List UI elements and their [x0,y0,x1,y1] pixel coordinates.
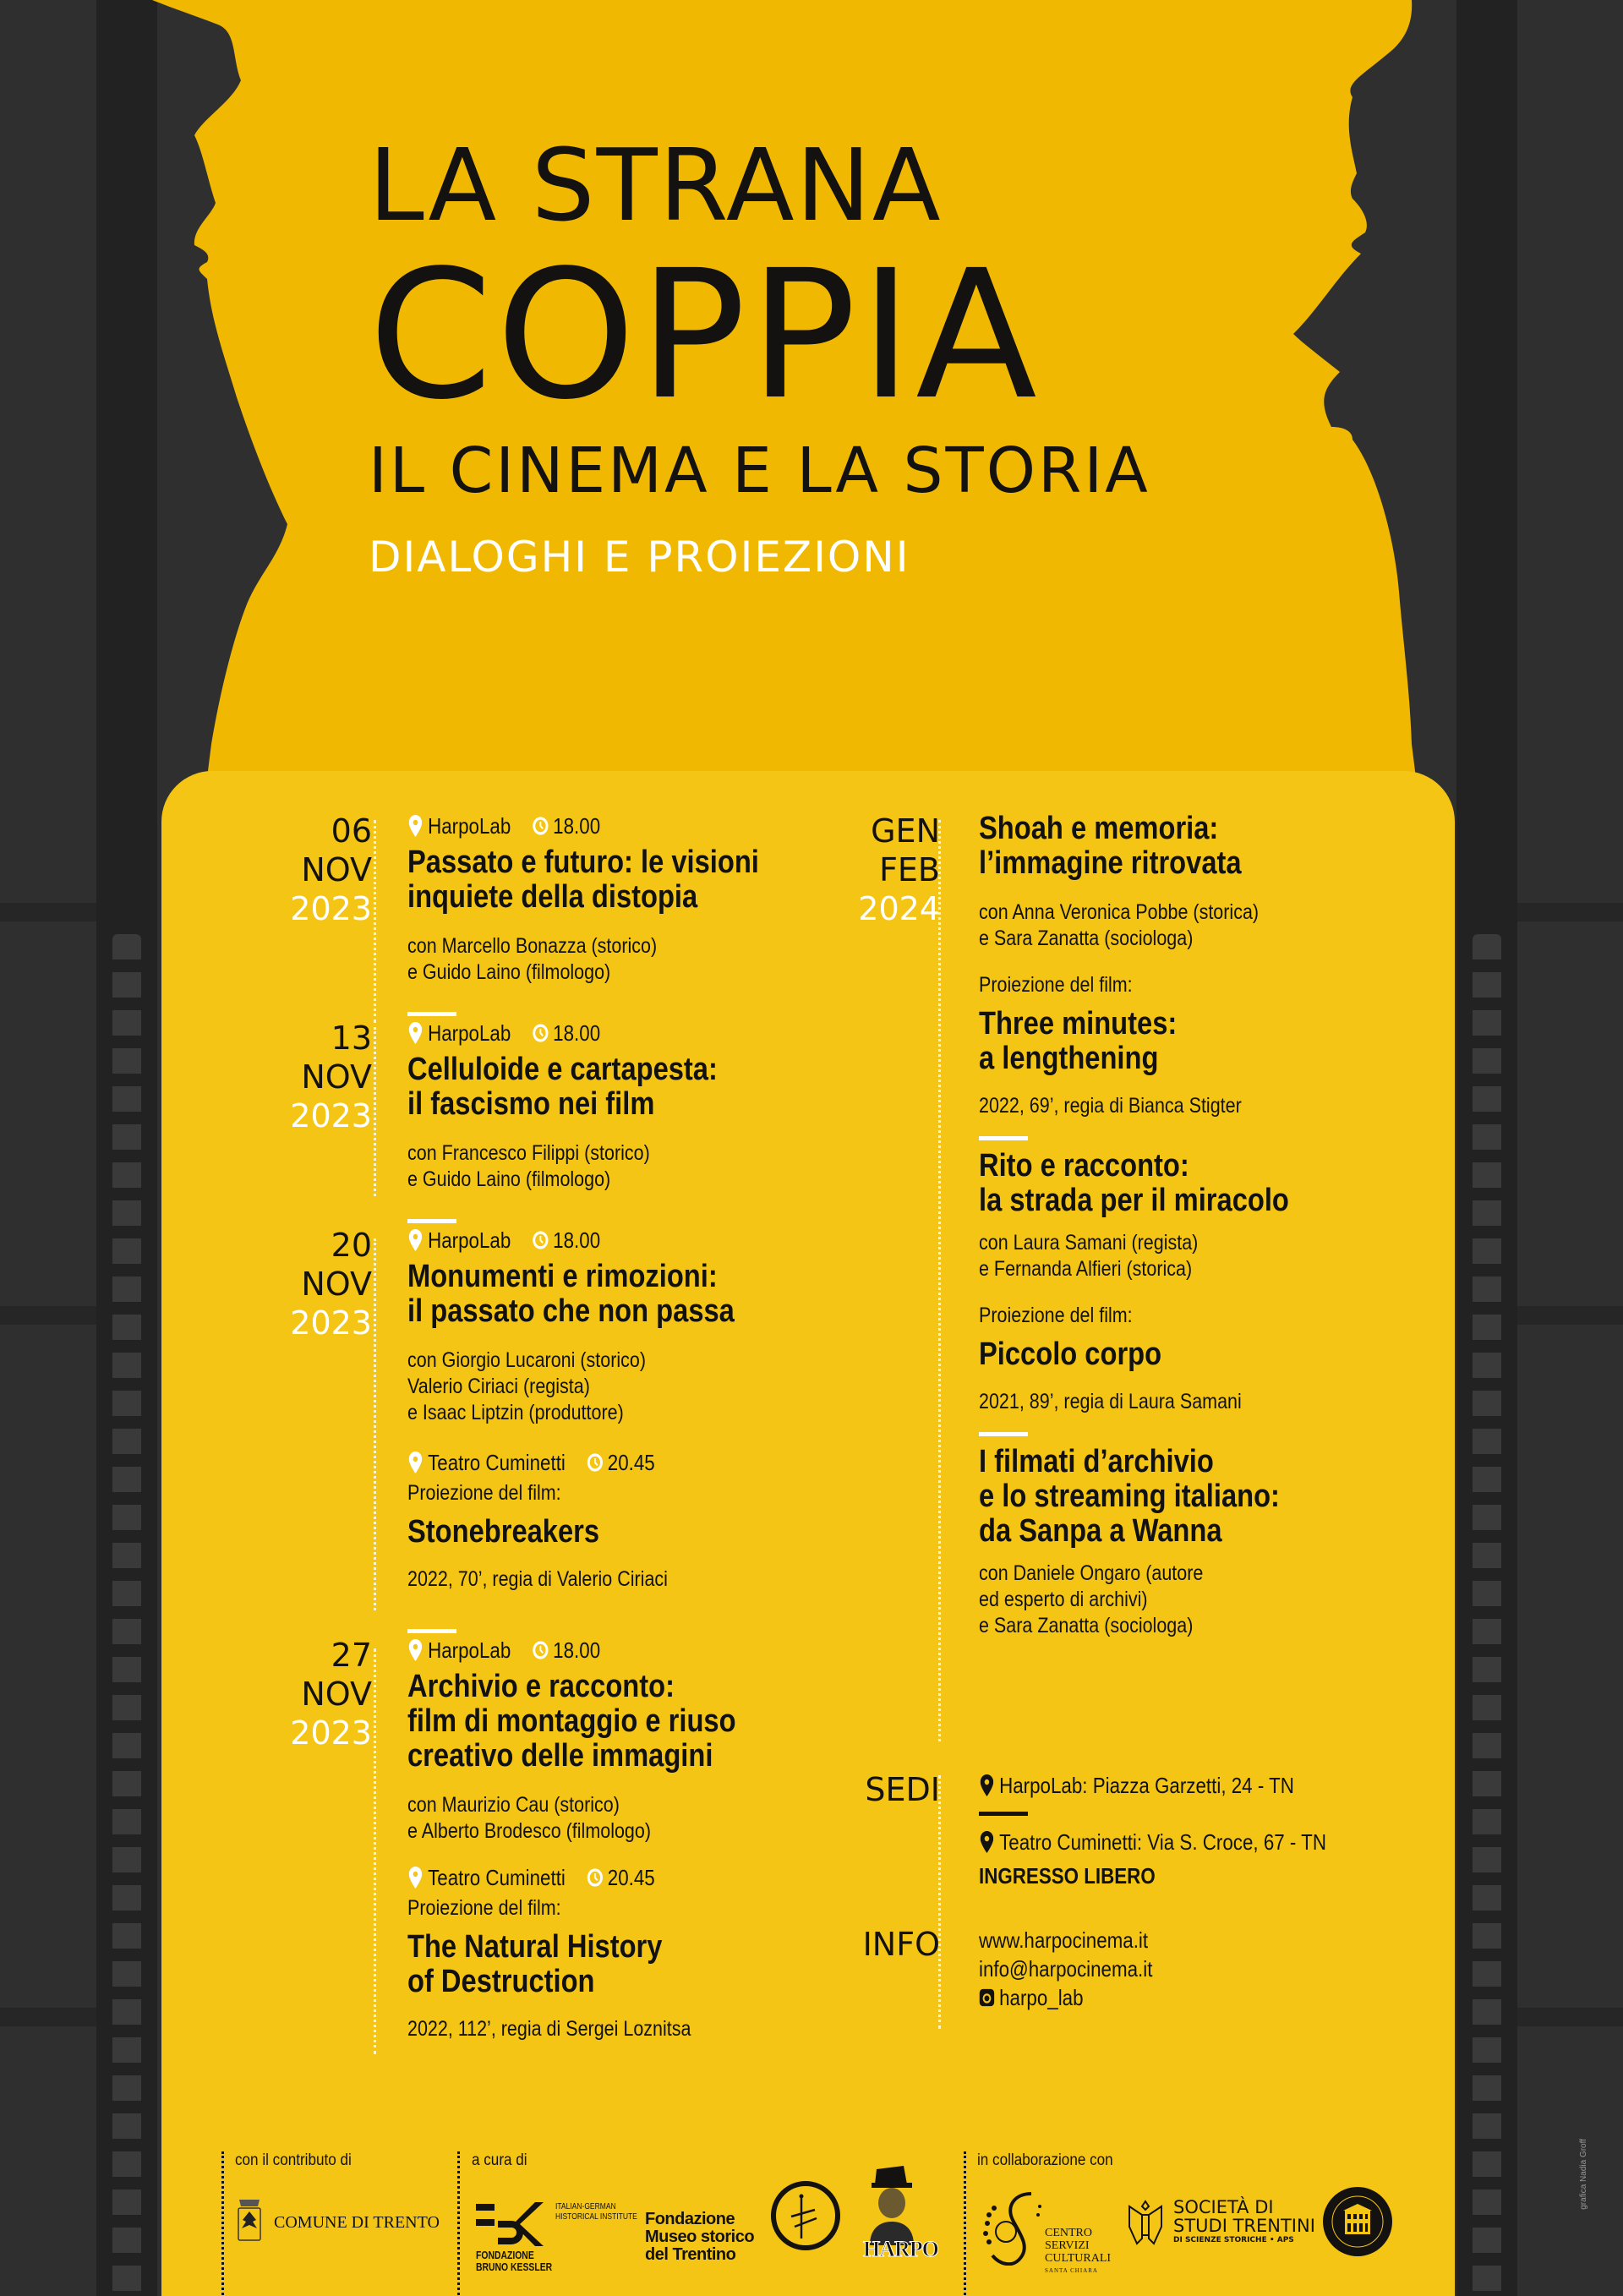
date-month: NOV [301,851,372,888]
clock-icon [533,814,549,838]
event-body [407,1636,881,2042]
event-speakers: con Giorgio Lucaroni (storico) Valerio Ciriaci (regista) e Isaac Liptzin (produttore) [407,1348,647,1424]
event-meta [407,1636,815,1665]
date-year: 2024 [858,890,940,927]
film-frame-line [0,2008,96,2026]
event-title: Archivio e racconto: film di montaggio e riuso creativo delle immagini [407,1669,736,1774]
event-speakers: con Laura Samani (regista) e Fernanda Alfieri (storica) [979,1231,1199,1281]
event-speakers: con Francesco Filippi (storico) e Guido Laino (filmologo) [407,1141,650,1191]
film-info: 2022, 69’, regia di Bianca Stigter [979,1094,1242,1118]
funambolo-logo [769,2179,842,2256]
screening-label: Proiezione del film: [407,1896,561,1920]
event-date [270,1636,372,1752]
map-pin-icon [979,1830,995,1854]
event-title: Shoah e memoria: l’immagine ritrovata [979,811,1242,881]
date-month: GEN [871,812,940,850]
screening-label: Proiezione del film: [979,973,1133,997]
event-speakers: con Anna Veronica Pobbe (storica) e Sara Zanatta (sociologa) [979,900,1260,950]
screening-time: 20.45 [607,1865,655,1890]
harpo-portrait-icon [865,2164,919,2245]
film-perforations [1473,934,1501,2296]
event-time: 18.00 [553,1637,601,1663]
event-date [270,1226,372,1342]
screening-venue: Teatro Cuminetti [428,1865,566,1890]
dotted-separator [221,2151,224,2295]
liceo-seal-icon [1321,2185,1394,2258]
film-title: Stonebreakers [407,1514,600,1550]
map-pin-icon [407,1021,424,1045]
date-month: NOV [301,1266,372,1303]
map-pin-icon [407,1451,424,1474]
event-divider [979,1136,1028,1140]
film-info: 2022, 70’, regia di Valerio Ciriaci [407,1567,668,1591]
event-title: I filmati d’archivio e lo streaming italiano: da Sanpa a Wanna [979,1444,1280,1549]
event-body [407,1019,881,1193]
film-title: Three minutes: a lengthening [979,1006,1178,1076]
subtitle: IL CINEMA E LA STORIA [369,435,1150,507]
film-frame-line [0,903,96,921]
film-frame-line [1517,903,1623,921]
date-year: 2023 [290,1097,372,1134]
film-title: The Natural History of Destruction [407,1929,663,1999]
venue-address: HarpoLab: Piazza Garzetti, 24 - TN [979,1771,1386,1800]
event-title: Monumenti e rimozioni: il passato che non passa [407,1259,735,1329]
centro-servizi-culturali-logo: CENTRO SERVIZI CULTURALI SANTA CHIARA [981,2189,1107,2274]
screening-meta [407,1863,815,1892]
dotted-separator [457,2151,460,2295]
event-speakers: con Maurizio Cau (storico) e Alberto Brodesco (filmologo) [407,1793,652,1843]
societa-studi-trentini-logo: SOCIETÀ DI STUDI TRENTINI DI SCIENZE STORICHE • APS [1124,2198,1315,2245]
dotted-separator [374,1648,376,2054]
film-info: 2022, 112’, regia di Sergei Loznitsa [407,2017,691,2041]
liceo-prati-logo [1321,2185,1394,2262]
event-divider [407,1629,456,1633]
csc-mark-icon [981,2189,1048,2266]
event-venue: HarpoLab [428,1020,511,1046]
event-meta [407,1226,815,1255]
date-month: FEB [879,851,940,888]
funambolo-mark-icon [769,2179,842,2252]
date-year: 2023 [290,1304,372,1342]
event-title: Passato e futuro: le visioni inquiete della distopia [407,845,759,915]
screening-venue: Teatro Cuminetti [428,1450,566,1475]
coat-of-arms-icon [237,2198,262,2247]
film-frame-line [1517,1306,1623,1325]
curated-label: a cura di [472,2151,527,2169]
harpo-logo: HARPO [865,2164,919,2266]
event-speakers: con Marcello Bonazza (storico) e Guido Laino (filmologo) [407,934,658,984]
film-title: Piccolo corpo [979,1337,1162,1372]
event-date [845,812,940,928]
event-title: Celluloide e cartapesta: il fascismo nei film [407,1052,718,1122]
date-day: 20 [331,1227,372,1264]
map-pin-icon [407,1638,424,1662]
event-venue: HarpoLab [428,813,511,839]
poster-title [369,127,1315,582]
instagram-link[interactable]: harpo_lab [979,1983,1386,2012]
screening-meta [407,1448,815,1477]
map-pin-icon [407,814,424,838]
date-day: 06 [331,812,372,850]
collaboration-label: in collaborazione con [977,2151,1113,2169]
dotted-separator [964,2151,966,2295]
map-pin-icon [979,1774,995,1797]
screening-label: Proiezione del film: [407,1481,561,1505]
eagle-icon [1124,2198,1167,2245]
event-meta [407,812,815,840]
clock-icon [587,1866,604,1889]
screening-label: Proiezione del film: [979,1304,1133,1327]
fbk-mark-icon [476,2202,545,2246]
film-frame-line [1517,2008,1623,2026]
event-body [407,812,881,986]
fbk-logo: ITALIAN-GERMAN HISTORICAL INSTITUTE FONDAZIONE BRUNO KESSLER [476,2202,637,2273]
event-time: 18.00 [553,1227,601,1253]
email-link[interactable]: info@harpocinema.it [979,1956,1153,1982]
contribution-label: con il contributo di [235,2151,352,2169]
dotted-separator [938,1775,941,2029]
info-label: INFO [862,1926,940,1963]
venues-label: SEDI [865,1771,940,1808]
clock-icon [533,1638,549,1662]
date-month: NOV [301,1676,372,1713]
event-venue: HarpoLab [428,1227,511,1253]
event-date [270,812,372,928]
title-line-1: LA STRANA [369,127,943,243]
website-link[interactable]: www.harpocinema.it [979,1927,1149,1953]
comune-di-trento-logo: COMUNE DI TRENTO [237,2198,440,2247]
clock-icon [587,1451,604,1474]
event-divider [407,1012,456,1016]
event-time: 18.00 [553,1020,601,1046]
event-title: Rito e racconto: la strada per il miracolo [979,1148,1289,1218]
event-speakers: con Daniele Ongaro (autore ed esperto di archivi) e Sara Zanatta (sociologa) [979,1561,1204,1637]
screening-time: 20.45 [607,1450,655,1475]
clock-icon [533,1228,549,1252]
film-info: 2021, 89’, regia di Laura Samani [979,1390,1242,1413]
event-time: 18.00 [553,813,601,839]
event-body [979,812,1452,1639]
date-month: NOV [301,1058,372,1096]
event-date [270,1019,372,1135]
date-year: 2023 [290,1714,372,1752]
map-pin-icon [407,1228,424,1252]
venue-address: Teatro Cuminetti: Via S. Croce, 67 - TN [979,1828,1386,1856]
date-year: 2023 [290,890,372,927]
event-divider [979,1432,1028,1436]
admission-note: INGRESSO LIBERO [979,1863,1156,1889]
clock-icon [533,1021,549,1045]
event-meta [407,1019,815,1047]
venue-divider [979,1812,1028,1816]
dotted-separator [374,820,376,1023]
instagram-icon [979,1986,995,2009]
tagline: DIALOGHI E PROIEZIONI [369,533,910,582]
film-perforations [112,934,141,2296]
event-body [407,1226,881,1593]
design-credit: grafica Nadia Groff [1579,2139,1588,2210]
date-day: 27 [331,1637,372,1674]
date-day: 13 [331,1020,372,1057]
title-line-2: COPPIA [369,232,1041,439]
event-divider [407,1219,456,1223]
map-pin-icon [407,1866,424,1889]
dotted-separator [374,1238,376,1610]
event-venue: HarpoLab [428,1637,511,1663]
dotted-separator [938,820,941,1741]
museo-storico-logo: Fondazione Museo storico del Trentino [645,2210,755,2264]
dotted-separator [374,1027,376,1196]
film-frame-line [0,1306,96,1325]
